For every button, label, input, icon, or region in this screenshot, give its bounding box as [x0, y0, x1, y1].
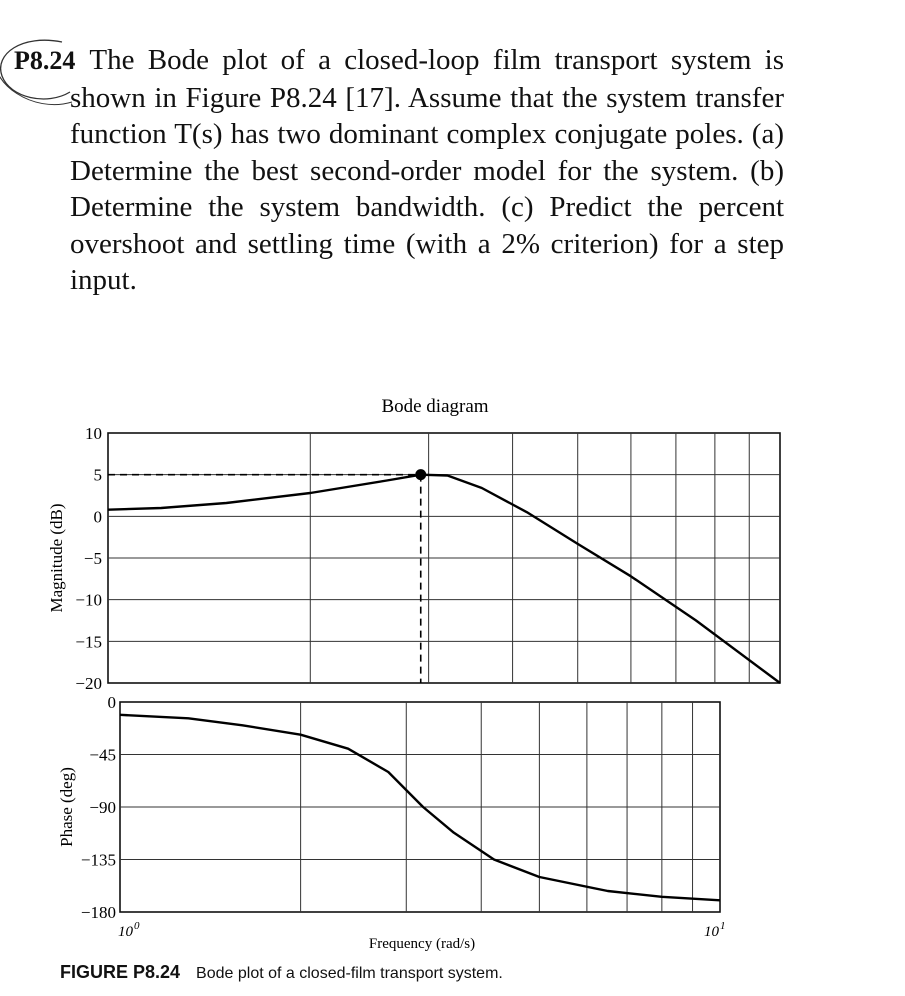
y-tick-label: 5	[93, 465, 102, 485]
x-tick-exponent: 0	[134, 920, 140, 932]
magnitude-series	[108, 475, 780, 684]
x-tick-left	[118, 920, 140, 940]
magnitude-y-ticks	[75, 424, 102, 693]
y-tick-label: −180	[80, 903, 116, 922]
y-tick-label: −45	[89, 745, 116, 765]
phase-line	[120, 715, 720, 901]
magnitude-line	[108, 475, 780, 683]
y-tick-label: 10	[85, 424, 102, 443]
y-tick-label: −10	[75, 590, 102, 610]
phase-series	[120, 715, 720, 901]
figure-caption	[60, 962, 820, 983]
figure-caption-text: Bode plot of a closed-film transport system.	[196, 965, 503, 982]
figure-label: FIGURE P8.24	[60, 962, 181, 982]
x-axis-label: Frequency (rad/s)	[368, 936, 476, 952]
y-tick-label: 0	[107, 693, 116, 712]
x-tick-exponent: 1	[720, 920, 726, 932]
peak-annotation	[108, 469, 426, 683]
x-tick-right	[704, 920, 726, 940]
chart-title: Bode diagram	[381, 396, 489, 417]
phase-y-label: Phase (deg)	[57, 767, 76, 847]
peak-marker	[415, 469, 426, 480]
x-tick-label: 10	[704, 924, 719, 940]
y-tick-label: −5	[83, 549, 102, 568]
y-tick-label: 0	[93, 507, 102, 527]
magnitude-grid	[108, 433, 780, 683]
y-tick-label: −20	[75, 674, 102, 693]
problem-text: The Bode plot of a closed-loop film transport system is shown in Figure P8.24 [17]. Assume that the system transfer function T(s) has two dominant complex conjugate poles. (a) Determine the best second-order model for the system. (b) Determine the system bandwidth. (c) Predict the percent overshoot and settling time (with a 2% criterion) for a step input.	[70, 44, 784, 296]
x-tick-label: 10	[118, 924, 133, 940]
y-tick-label: −135	[80, 850, 116, 870]
problem-number: P8.24	[14, 46, 76, 75]
phase-grid	[120, 702, 720, 912]
y-tick-label: −15	[75, 632, 102, 652]
y-tick-label: −90	[89, 798, 116, 817]
magnitude-y-label: Magnitude (dB)	[47, 503, 66, 613]
phase-y-ticks	[81, 693, 116, 922]
